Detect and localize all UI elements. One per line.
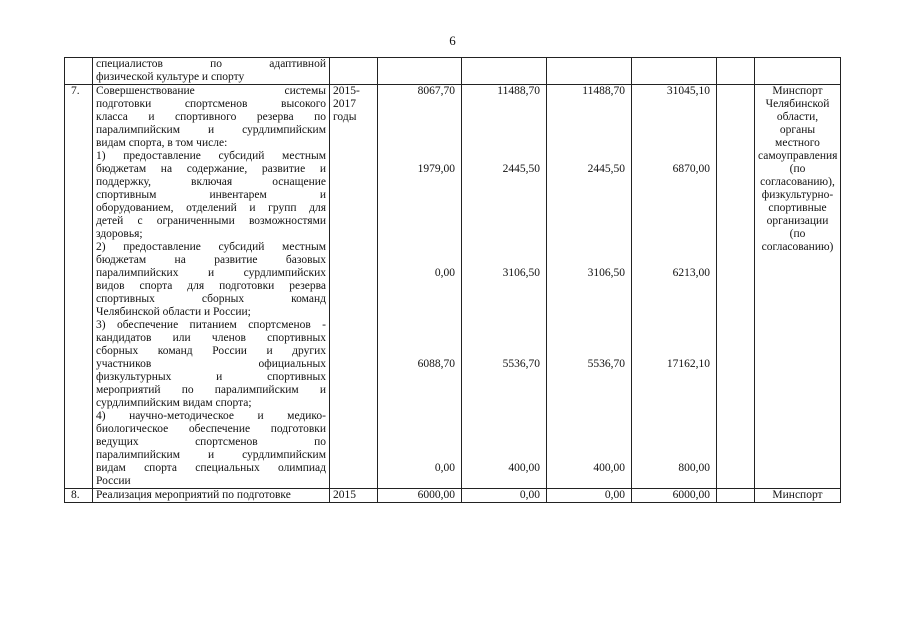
value: 5536,70 bbox=[587, 358, 625, 370]
cont-index-cell bbox=[65, 58, 93, 85]
row-8-year: 2015 bbox=[330, 489, 378, 503]
value: 8067,70 bbox=[417, 85, 455, 97]
row-7-values-2016 bbox=[462, 85, 547, 489]
desc-line: 2) предоставление субсидий местным bbox=[96, 241, 326, 253]
value: 5536,70 bbox=[502, 358, 540, 370]
row-8-executor: Минспорт bbox=[755, 489, 841, 503]
desc-line: поддержку, включая оснащение bbox=[96, 176, 326, 188]
desc-line: видов спорта для подготовки резерва bbox=[96, 280, 326, 292]
year-line: годы bbox=[333, 111, 357, 123]
row-7-description bbox=[93, 85, 330, 489]
row-8-description: Реализация мероприятий по подготовке bbox=[93, 489, 330, 503]
value: 2445,50 bbox=[502, 163, 540, 175]
desc-line: видам спорта специальных олимпиад bbox=[96, 462, 326, 474]
desc-line: паралимпийским и сурдлимпийским bbox=[96, 449, 326, 461]
desc-line: оборудованием, отделений и групп для bbox=[96, 202, 326, 214]
cont-value-cell bbox=[632, 58, 717, 85]
cont-value-cell bbox=[547, 58, 632, 85]
row-8-value: 6000,00 bbox=[632, 489, 717, 503]
executor-line: местного bbox=[775, 137, 820, 149]
row-index: 7. bbox=[65, 85, 93, 489]
row-7-values-2017 bbox=[547, 85, 632, 489]
executor-line: самоуправления bbox=[758, 150, 838, 162]
row-8-gap bbox=[717, 489, 755, 503]
desc-line: класса и спортивного резерва по bbox=[96, 111, 326, 123]
value: 11488,70 bbox=[582, 85, 625, 97]
desc-line: здоровья; bbox=[96, 228, 143, 240]
value: 400,00 bbox=[593, 462, 625, 474]
row-7-gap bbox=[717, 85, 755, 489]
row-7-years bbox=[330, 85, 378, 489]
executor-line: согласованию), bbox=[760, 176, 835, 188]
executor-line: согласованию) bbox=[761, 241, 834, 253]
desc-line: детей с ограниченными возможностями bbox=[96, 215, 326, 227]
program-table bbox=[64, 57, 841, 503]
executor-line: физкультурно- bbox=[761, 189, 834, 201]
desc-line: видам спорта, в том числе: bbox=[96, 137, 228, 149]
year-line: 2017 bbox=[333, 98, 356, 110]
executor-line: организации (по bbox=[766, 215, 829, 240]
value: 1979,00 bbox=[417, 163, 455, 175]
table-row-8 bbox=[65, 489, 841, 503]
row-7-values-2015 bbox=[378, 85, 462, 489]
cont-description-cell bbox=[93, 58, 330, 85]
value: 0,00 bbox=[434, 267, 455, 279]
desc-line: физкультурных и спортивных bbox=[96, 371, 326, 383]
desc-line: сурдлимпийским видам спорта; bbox=[96, 397, 252, 409]
cont-value-cell bbox=[462, 58, 547, 85]
desc-line: подготовки спортсменов высокого bbox=[96, 98, 326, 110]
row-8-value: 6000,00 bbox=[378, 489, 462, 503]
continuation-row bbox=[65, 58, 841, 85]
executor-line: (по bbox=[789, 163, 806, 175]
page-number: 6 bbox=[449, 33, 456, 48]
value: 6870,00 bbox=[672, 163, 710, 175]
desc-line: мероприятий по паралимпийским и bbox=[96, 384, 326, 396]
desc-line: участников официальных bbox=[96, 358, 326, 370]
cont-value-cell bbox=[378, 58, 462, 85]
executor-line: области, органы bbox=[776, 111, 819, 136]
desc-line: 3) обеспечение питанием спортсменов - bbox=[96, 319, 326, 331]
value: 11488,70 bbox=[497, 85, 540, 97]
value: 0,00 bbox=[434, 462, 455, 474]
row-8-value: 0,00 bbox=[462, 489, 547, 503]
desc-line: спортивных сборных команд bbox=[96, 293, 326, 305]
desc-line: бюджетам на развитие базовых bbox=[96, 254, 326, 266]
desc-line: кандидатов или членов спортивных bbox=[96, 332, 326, 344]
executor-line: спортивные bbox=[768, 202, 827, 214]
cont-gap-cell bbox=[717, 58, 755, 85]
desc-line: ведущих спортсменов по bbox=[96, 436, 326, 448]
cont-line: специалистов по адаптивной bbox=[96, 58, 326, 70]
desc-line: Челябинской области и России; bbox=[96, 306, 251, 318]
value: 6213,00 bbox=[672, 267, 710, 279]
value: 31045,10 bbox=[666, 85, 710, 97]
value: 800,00 bbox=[678, 462, 710, 474]
desc-line: паралимпийским и сурдлимпийским bbox=[96, 124, 326, 136]
value: 3106,50 bbox=[587, 267, 625, 279]
row-7-values-total bbox=[632, 85, 717, 489]
executor-line: Челябинской bbox=[765, 98, 830, 110]
row-8-value: 0,00 bbox=[547, 489, 632, 503]
value: 17162,10 bbox=[666, 358, 710, 370]
desc-line: бюджетам на содержание, развитие и bbox=[96, 163, 326, 175]
desc-line: 4) научно-методическое и медико- bbox=[96, 410, 326, 422]
value: 400,00 bbox=[508, 462, 540, 474]
desc-line: паралимпийских и сурдлимпийских bbox=[96, 267, 326, 279]
desc-line: спортивным инвентарем и bbox=[96, 189, 326, 201]
cont-executor-cell bbox=[755, 58, 841, 85]
cont-years-cell bbox=[330, 58, 378, 85]
desc-line: России bbox=[96, 475, 131, 487]
desc-line: 1) предоставление субсидий местным bbox=[96, 150, 326, 162]
desc-line: Совершенствование системы bbox=[96, 85, 326, 97]
row-7-executor bbox=[755, 85, 841, 489]
value: 6088,70 bbox=[417, 358, 455, 370]
table-row-7 bbox=[65, 85, 841, 489]
cont-line: физической культуре и спорту bbox=[96, 71, 245, 83]
row-index: 8. bbox=[65, 489, 93, 503]
desc-line: биологическое обеспечение подготовки bbox=[96, 423, 326, 435]
value: 2445,50 bbox=[587, 163, 625, 175]
year-line: 2015- bbox=[333, 85, 360, 97]
value: 3106,50 bbox=[502, 267, 540, 279]
desc-line: сборных команд России и других bbox=[96, 345, 326, 357]
executor-line: Минспорт bbox=[772, 85, 823, 97]
